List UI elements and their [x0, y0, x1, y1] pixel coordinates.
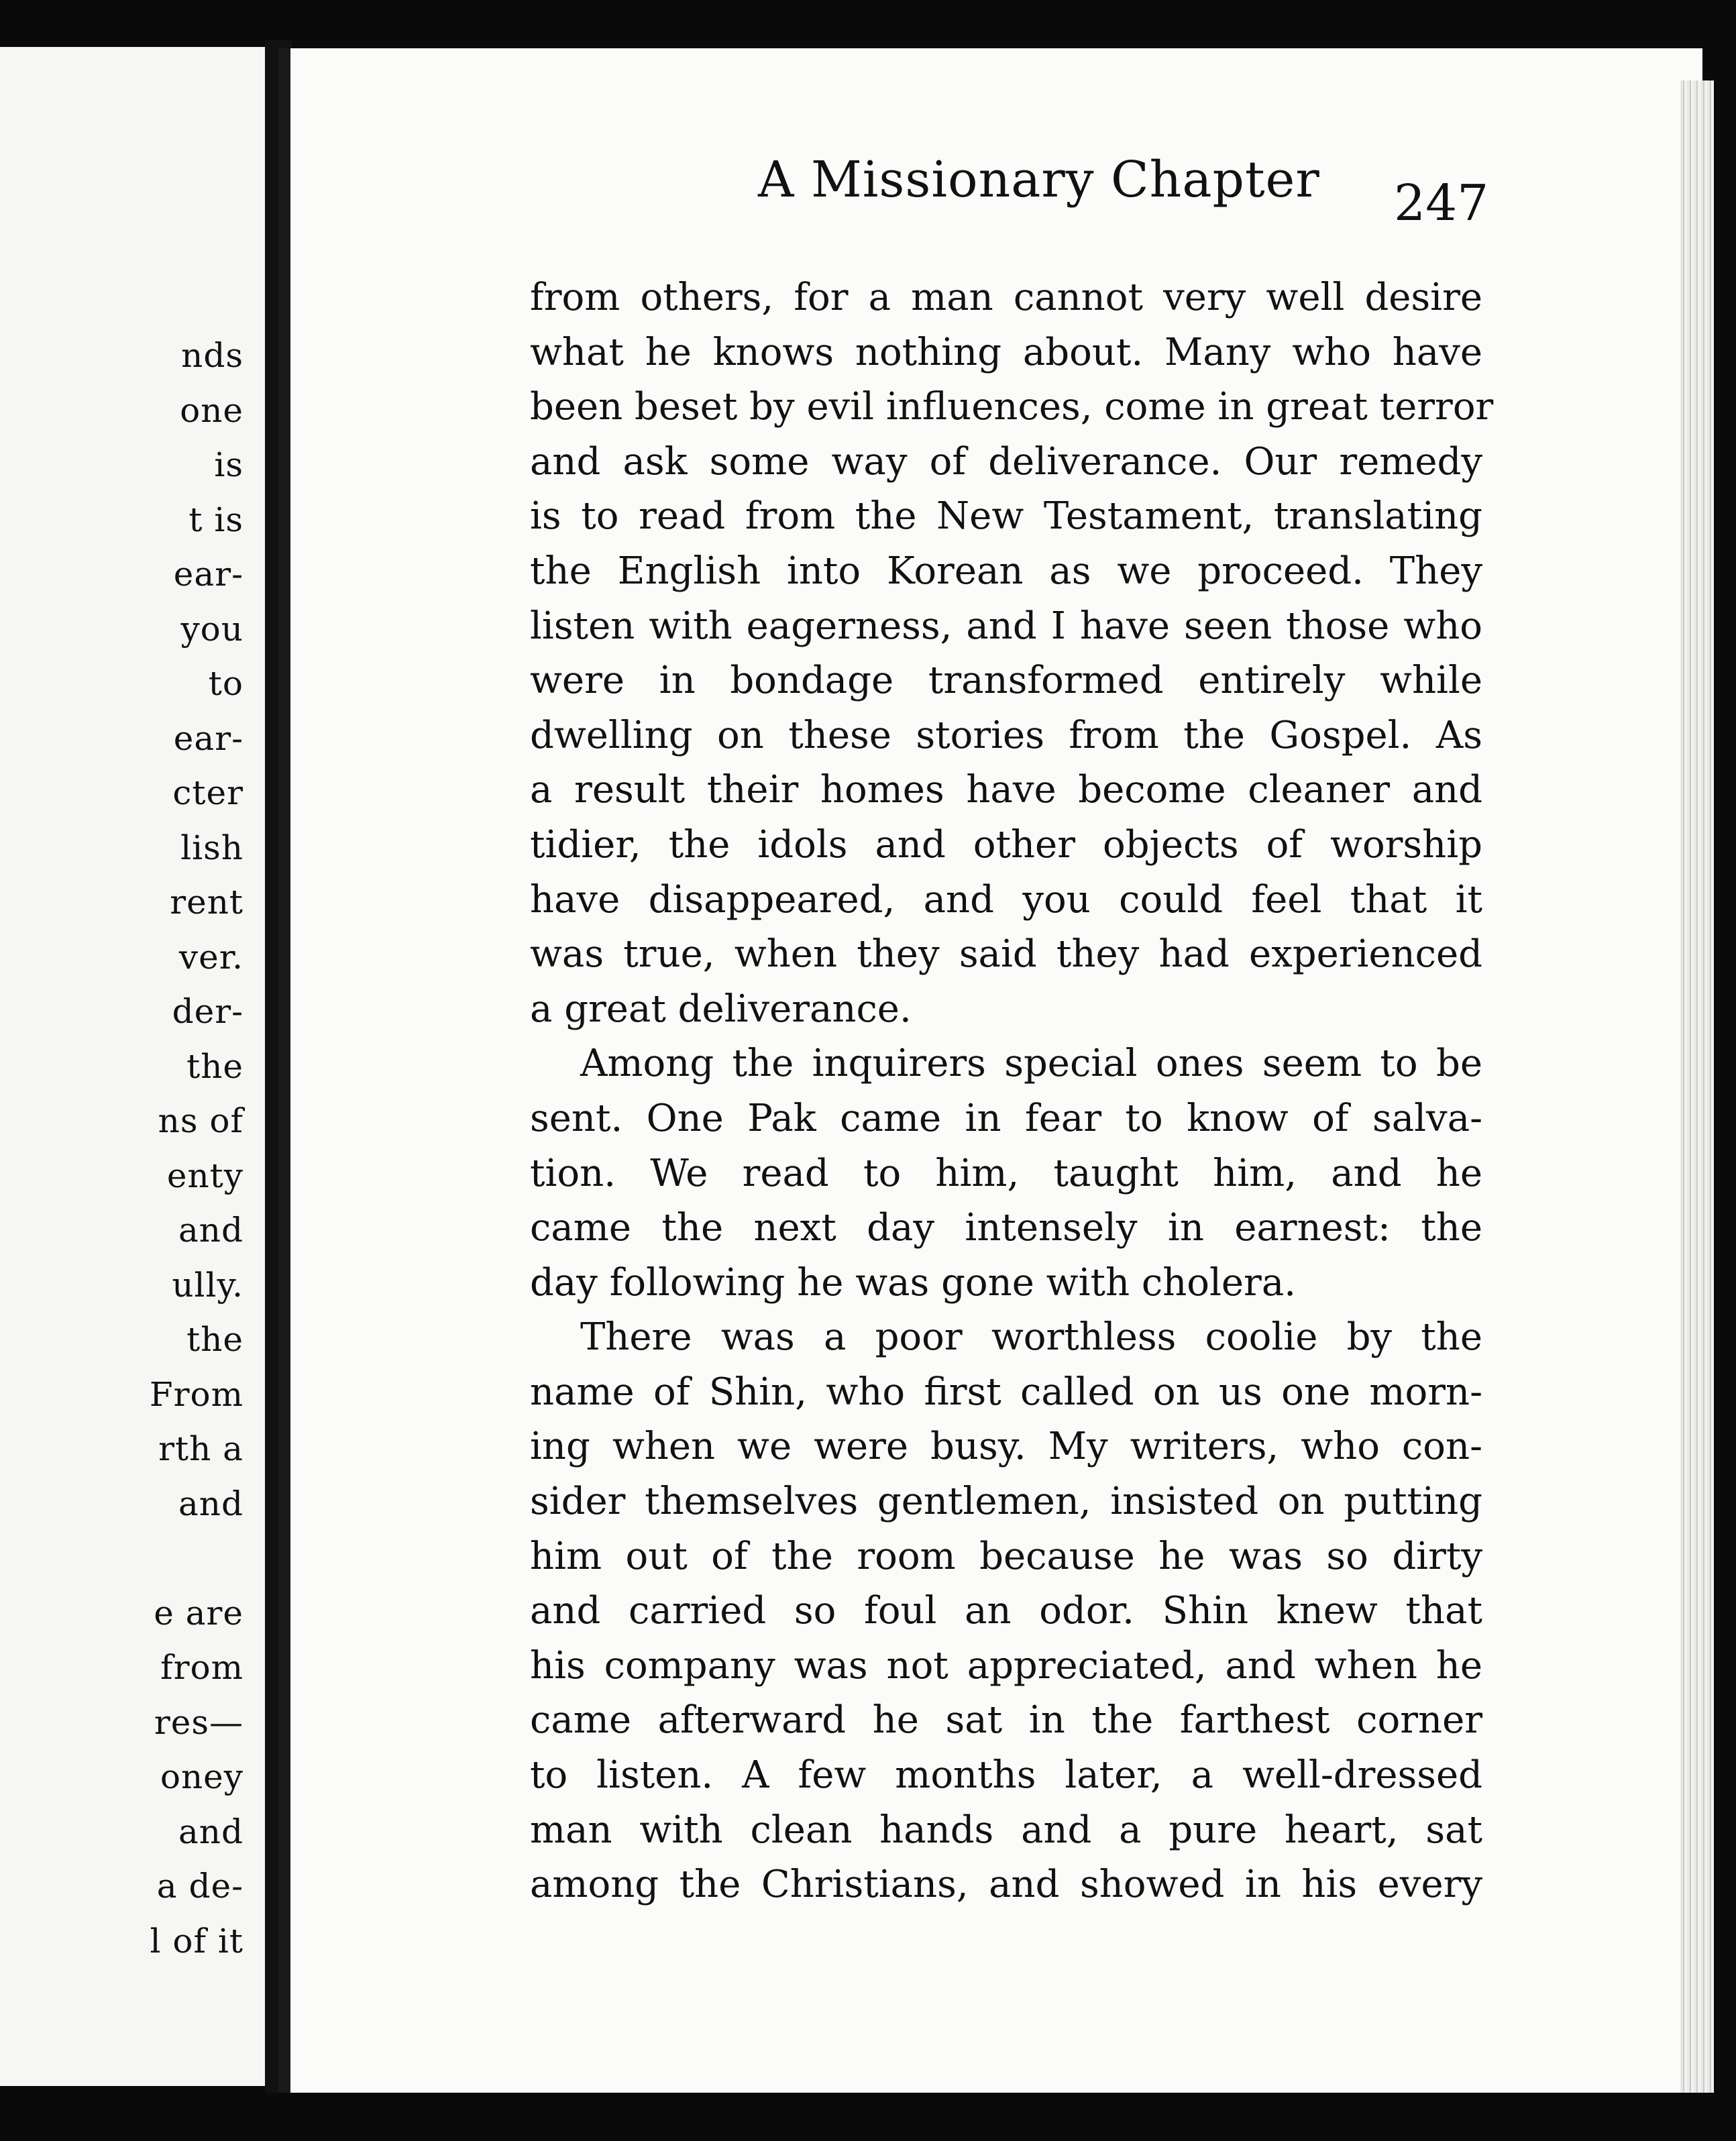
- text-line: was true, when they said they had experienced: [530, 932, 1482, 977]
- text-line: came the next day intensely in earnest: the: [530, 1206, 1482, 1250]
- text-line: been beset by evil influences, come in great terror: [530, 385, 1494, 429]
- left-line: from: [160, 1648, 243, 1687]
- text-line: There was a poor worthless coolie by the: [580, 1315, 1482, 1360]
- running-head: A Missionary Chapter: [758, 151, 1320, 209]
- left-line: the: [186, 1320, 243, 1359]
- text-line: came afterward he sat in the farthest corner: [530, 1698, 1482, 1743]
- left-line: der-: [172, 992, 243, 1031]
- left-line: rent: [170, 883, 243, 922]
- left-line: ear-: [173, 555, 243, 594]
- left-line: and: [178, 1211, 243, 1250]
- text-line: him out of the room because he was so dirty: [530, 1534, 1482, 1578]
- text-line: among the Christians, and showed in his every: [530, 1863, 1482, 1907]
- text-line: dwelling on these stories from the Gospel. As: [530, 713, 1482, 757]
- text-line: name of Shin, who first called on us one morn-: [530, 1370, 1482, 1414]
- text-line: man with clean hands and a pure heart, sat: [530, 1808, 1482, 1852]
- left-line: l of it: [150, 1921, 243, 1961]
- left-line: e are: [154, 1593, 243, 1633]
- text-line: a great deliverance.: [530, 987, 912, 1031]
- text-line: Among the inquirers special ones seem to be: [580, 1042, 1482, 1086]
- text-line: and ask some way of deliverance. Our remedy: [530, 439, 1482, 484]
- left-line: a de-: [156, 1867, 243, 1906]
- text-line: to listen. A few months later, a well-dressed: [530, 1753, 1482, 1798]
- text-line: a result their homes have become cleaner and: [530, 768, 1482, 812]
- left-line: to: [208, 664, 243, 703]
- left-facing-page: [0, 47, 265, 2086]
- left-line: lish: [180, 828, 243, 867]
- left-line: you: [180, 609, 243, 649]
- left-page-text-fragments: [150, 329, 243, 1969]
- page-number: 247: [1394, 174, 1489, 232]
- text-line: have disappeared, and you could feel that it: [530, 877, 1482, 922]
- left-line: ully.: [172, 1265, 243, 1305]
- left-line: ver.: [178, 937, 243, 977]
- left-line: enty: [166, 1156, 243, 1195]
- left-line: and: [178, 1812, 243, 1851]
- text-line: were in bondage transformed entirely while: [530, 659, 1482, 703]
- left-line: From: [149, 1374, 243, 1414]
- left-line: ear-: [173, 718, 243, 758]
- left-line: ns of: [158, 1101, 243, 1140]
- text-line: tion. We read to him, taught him, and he: [530, 1151, 1482, 1195]
- text-line: sent. One Pak came in fear to know of salva-: [530, 1096, 1482, 1140]
- left-line: oney: [160, 1757, 243, 1796]
- text-line: listen with eagerness, and I have seen those who: [530, 604, 1482, 648]
- left-line: nds: [181, 336, 243, 375]
- text-line: the English into Korean as we proceed. They: [530, 549, 1482, 593]
- text-line: sider themselves gentlemen, insisted on putting: [530, 1480, 1482, 1524]
- page-edge-stack: [1680, 80, 1714, 2093]
- text-line: day following he was gone with cholera.: [530, 1260, 1297, 1305]
- body-text: [530, 270, 1494, 1912]
- text-line: and carried so foul an odor. Shin knew that: [530, 1589, 1482, 1633]
- text-line: ing when we were busy. My writers, who con-: [530, 1425, 1482, 1469]
- text-line: his company was not appreciated, and when he: [530, 1643, 1482, 1688]
- text-line: is to read from the New Testament, translating: [530, 494, 1482, 539]
- left-line: one: [180, 390, 243, 430]
- left-line: res—: [154, 1702, 243, 1742]
- left-line: the: [186, 1046, 243, 1086]
- left-line: rth a: [158, 1429, 243, 1468]
- left-line: and: [178, 1484, 243, 1523]
- left-line: is: [214, 445, 243, 484]
- left-line: [150, 1531, 243, 1586]
- text-line: from others, for a man cannot very well desire: [530, 276, 1482, 319]
- left-line: t is: [188, 500, 243, 539]
- text-line: tidier, the idols and other objects of worship: [530, 822, 1482, 867]
- text-line: what he knows nothing about. Many who have: [530, 330, 1482, 374]
- left-line: cter: [172, 773, 243, 812]
